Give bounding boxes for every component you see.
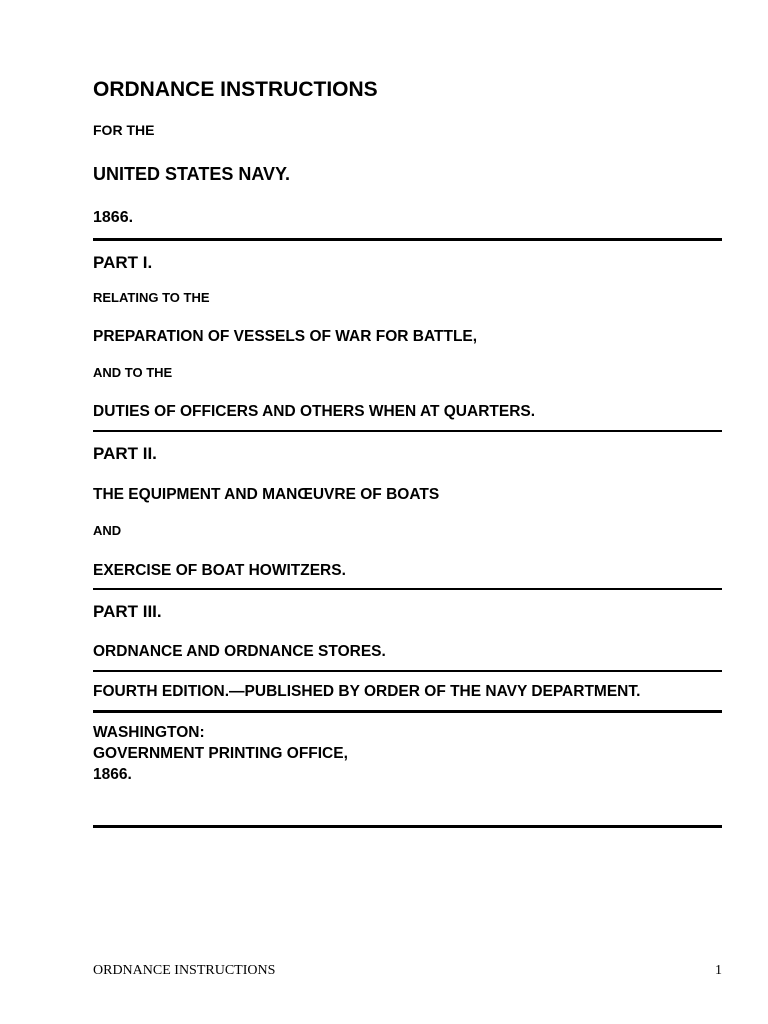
part1-and-to-the: AND TO THE xyxy=(93,365,173,380)
part1-preparation: PREPARATION OF VESSELS OF WAR FOR BATTLE, xyxy=(93,328,478,345)
part2-equipment: THE EQUIPMENT AND MANŒUVRE OF BOATS xyxy=(93,486,440,503)
imprint-city: WASHINGTON: xyxy=(93,724,205,741)
divider-2 xyxy=(93,430,722,432)
part3-ordnance: ORDNANCE AND ORDNANCE STORES. xyxy=(93,643,386,660)
part1-heading: PART I. xyxy=(93,253,153,272)
part2-and: AND xyxy=(93,523,122,538)
imprint-year: 1866. xyxy=(93,766,132,783)
for-the-line: FOR THE xyxy=(93,122,155,138)
divider-5 xyxy=(93,710,722,713)
part1-relating: RELATING TO THE xyxy=(93,290,210,305)
title-page xyxy=(93,0,722,1024)
part3-heading: PART III. xyxy=(93,602,162,621)
divider-6 xyxy=(93,825,722,828)
divider-3 xyxy=(93,588,722,590)
divider-4 xyxy=(93,670,722,672)
divider-1 xyxy=(93,238,722,241)
running-title: ORDNANCE INSTRUCTIONS xyxy=(93,963,276,978)
part2-heading: PART II. xyxy=(93,444,157,463)
page-number: 1 xyxy=(715,963,722,978)
navy-line: UNITED STATES NAVY. xyxy=(93,164,291,184)
part1-duties: DUTIES OF OFFICERS AND OTHERS WHEN AT QUARTERS. xyxy=(93,403,536,420)
year-line: 1866. xyxy=(93,209,134,226)
part2-exercise: EXERCISE OF BOAT HOWITZERS. xyxy=(93,562,346,579)
document-title: ORDNANCE INSTRUCTIONS xyxy=(93,78,378,101)
edition-line: FOURTH EDITION.—PUBLISHED BY ORDER OF THE NAVY DEPARTMENT. xyxy=(93,683,641,700)
imprint-printer: GOVERNMENT PRINTING OFFICE, xyxy=(93,745,348,762)
